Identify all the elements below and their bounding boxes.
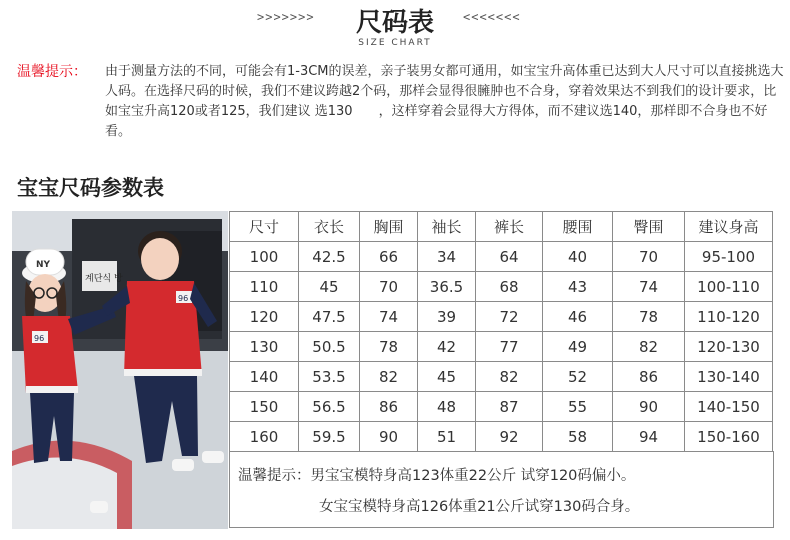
table-cell: 120 xyxy=(230,302,299,332)
table-row xyxy=(230,242,773,272)
arrows-right: <<<<<<< xyxy=(463,10,521,24)
table-cell: 42 xyxy=(418,332,476,362)
table-cell: 74 xyxy=(360,302,418,332)
table-header: 臀围 xyxy=(613,212,685,242)
table-cell: 87 xyxy=(476,392,543,422)
model-photo xyxy=(12,211,228,529)
table-cell: 42.5 xyxy=(299,242,360,272)
table-cell: 120-130 xyxy=(685,332,773,362)
table-cell: 94 xyxy=(613,422,685,452)
table-cell: 70 xyxy=(613,242,685,272)
table-cell: 160 xyxy=(230,422,299,452)
table-note xyxy=(229,451,774,528)
table-cell: 49 xyxy=(543,332,613,362)
table-cell: 130-140 xyxy=(685,362,773,392)
table-header: 腰围 xyxy=(543,212,613,242)
table-cell: 68 xyxy=(476,272,543,302)
table-cell: 92 xyxy=(476,422,543,452)
table-note-line-2: 女宝宝模特身高126体重21公斤试穿130码合身。 xyxy=(319,499,640,515)
page-subtitle: SIZE CHART xyxy=(358,38,432,48)
table-cell: 78 xyxy=(613,302,685,332)
table-row xyxy=(230,302,773,332)
table-cell: 100 xyxy=(230,242,299,272)
table-cell: 46 xyxy=(543,302,613,332)
table-cell: 55 xyxy=(543,392,613,422)
table-cell: 58 xyxy=(543,422,613,452)
arrows-left: >>>>>>> xyxy=(257,10,315,24)
table-cell: 36.5 xyxy=(418,272,476,302)
table-cell: 86 xyxy=(613,362,685,392)
table-cell: 140-150 xyxy=(685,392,773,422)
table-header: 尺寸 xyxy=(230,212,299,242)
table-cell: 140 xyxy=(230,362,299,392)
table-cell: 64 xyxy=(476,242,543,272)
table-row xyxy=(230,332,773,362)
table-cell: 56.5 xyxy=(299,392,360,422)
table-cell: 40 xyxy=(543,242,613,272)
table-row xyxy=(230,422,773,452)
table-cell: 53.5 xyxy=(299,362,360,392)
table-cell: 86 xyxy=(360,392,418,422)
table-header: 衣长 xyxy=(299,212,360,242)
table-note-line-1: 温馨提示：男宝宝模特身高123体重22公斤 试穿120码偏小。 xyxy=(238,468,636,484)
table-cell: 150-160 xyxy=(685,422,773,452)
table-cell: 90 xyxy=(360,422,418,452)
notice-text: 由于测量方法的不同，可能会有1-3CM的误差，亲子装男女都可通用，如宝宝升高体重已达到大人尺寸可以直接挑选大人码。在选择尺码的时候，我们不建议跨越2个码，那样会显得很臃肿也不合身，穿着效果达不到我们的设计要求，比如宝宝升高120或者125，我们建议 选130 ，这样穿着会显得大方得体，而不建议选140，那样即不合身也不好看。 xyxy=(105,64,784,139)
table-header: 胸围 xyxy=(360,212,418,242)
table-cell: 51 xyxy=(418,422,476,452)
table-cell: 77 xyxy=(476,332,543,362)
page-title: 尺码表 xyxy=(355,8,434,38)
table-cell: 110-120 xyxy=(685,302,773,332)
table-cell: 95-100 xyxy=(685,242,773,272)
kids-model-illustration xyxy=(12,211,228,529)
size-chart-table xyxy=(229,211,773,452)
table-cell: 72 xyxy=(476,302,543,332)
table-cell: 82 xyxy=(613,332,685,362)
table-cell: 52 xyxy=(543,362,613,392)
table-cell: 130 xyxy=(230,332,299,362)
table-cell: 66 xyxy=(360,242,418,272)
table-cell: 82 xyxy=(360,362,418,392)
svg-text:NY: NY xyxy=(36,260,51,270)
table-row xyxy=(230,362,773,392)
table-cell: 39 xyxy=(418,302,476,332)
table-cell: 50.5 xyxy=(299,332,360,362)
table-cell: 45 xyxy=(418,362,476,392)
table-cell: 70 xyxy=(360,272,418,302)
table-cell: 34 xyxy=(418,242,476,272)
table-header: 裤长 xyxy=(476,212,543,242)
table-cell: 43 xyxy=(543,272,613,302)
table-cell: 47.5 xyxy=(299,302,360,332)
table-cell: 82 xyxy=(476,362,543,392)
table-cell: 48 xyxy=(418,392,476,422)
section-title: 宝宝尺码参数表 xyxy=(17,176,164,200)
table-cell: 150 xyxy=(230,392,299,422)
table-cell: 74 xyxy=(613,272,685,302)
table-row xyxy=(230,392,773,422)
table-header-row xyxy=(230,212,773,242)
header xyxy=(0,0,790,55)
svg-text:96: 96 xyxy=(34,334,45,343)
notice-label: 温馨提示： xyxy=(17,64,87,80)
table-header: 袖长 xyxy=(418,212,476,242)
table-cell: 59.5 xyxy=(299,422,360,452)
table-cell: 100-110 xyxy=(685,272,773,302)
table-header: 建议身高 xyxy=(685,212,773,242)
svg-text:96: 96 xyxy=(178,294,189,303)
table-cell: 78 xyxy=(360,332,418,362)
table-cell: 45 xyxy=(299,272,360,302)
sign-text: 계단식 방 xyxy=(85,274,123,284)
table-cell: 110 xyxy=(230,272,299,302)
table-cell: 90 xyxy=(613,392,685,422)
table-row xyxy=(230,272,773,302)
